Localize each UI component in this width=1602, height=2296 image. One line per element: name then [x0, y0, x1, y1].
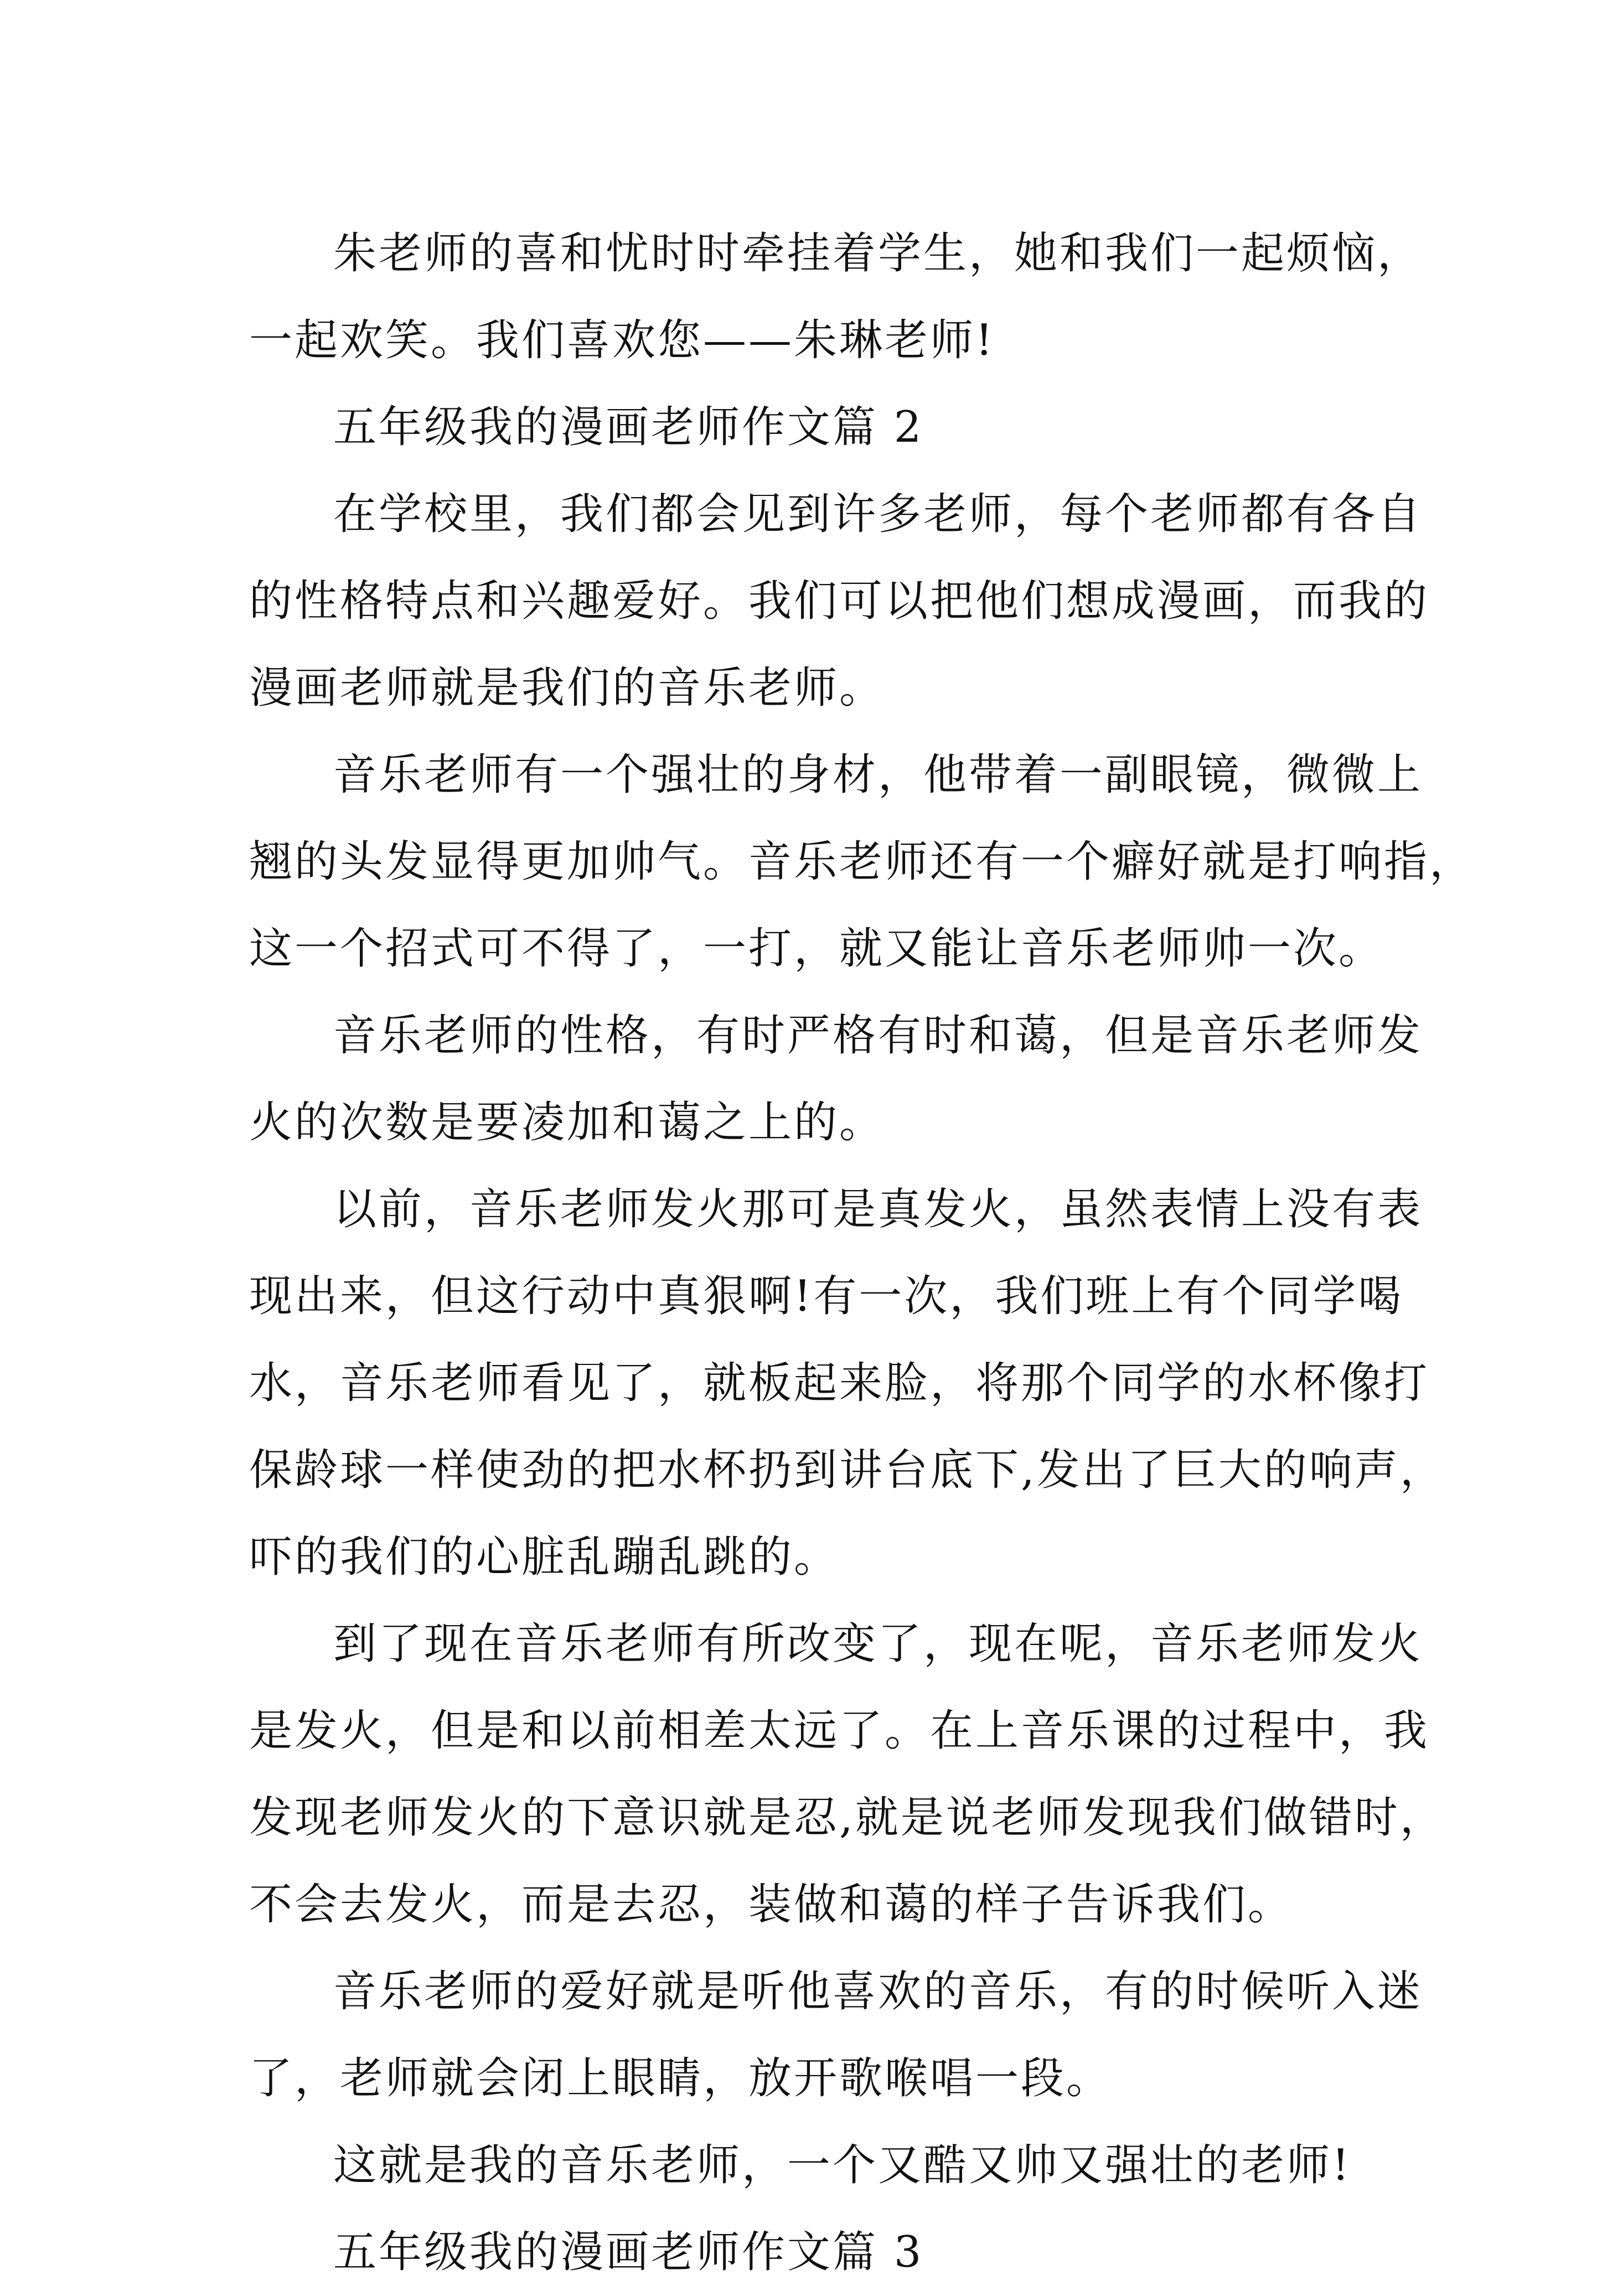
text-line: 朱老师的喜和忧时时牵挂着学生，她和我们一起烦恼， [333, 229, 1423, 278]
text-line: 火的次数是要凌加和蔼之上的。 [249, 1098, 885, 1147]
text-line: 了，老师就会闭上眼睛，放开歌喉唱一段。 [249, 2054, 1112, 2103]
text-line: 音乐老师的性格，有时严格有时和蔼，但是音乐老师发 [333, 1011, 1423, 1061]
section-heading: 五年级我的漫画老师作文篇 2 [333, 402, 924, 452]
text-line: 漫画老师就是我们的音乐老师。 [249, 663, 885, 713]
text-line: 一起欢笑。我们喜欢您——朱琳老师! [249, 316, 995, 365]
text-line: 水，音乐老师看见了，就板起来脸，将那个同学的水杯像打 [249, 1358, 1430, 1408]
text-line: 这就是我的音乐老师，一个又酷又帅又强壮的老师! [333, 2140, 1352, 2190]
text-line: 是发火，但是和以前相差太远了。在上音乐课的过程中，我 [249, 1706, 1430, 1756]
text-line: 这一个招式可不得了，一打，就又能让音乐老师帅一次。 [249, 924, 1384, 974]
text-line: 现出来，但这行动中真狠啊!有一次，我们班上有个同学喝 [249, 1271, 1404, 1321]
text-line: 翘的头发显得更加帅气。音乐老师还有一个癖好就是打响指， [249, 837, 1475, 887]
text-line: 保龄球一样使劲的把水杯扔到讲台底下,发出了巨大的响声， [249, 1445, 1445, 1495]
text-line: 到了现在音乐老师有所改变了，现在呢，音乐老师发火 [333, 1619, 1423, 1669]
section-heading: 五年级我的漫画老师作文篇 3 [333, 2227, 924, 2277]
text-line: 的性格特点和兴趣爱好。我们可以把他们想成漫画，而我的 [249, 576, 1430, 626]
text-line: 以前，音乐老师发火那可是真发火，虽然表情上没有表 [333, 1185, 1423, 1234]
text-line: 音乐老师有一个强壮的身材，他带着一副眼镜，微微上 [333, 750, 1423, 800]
text-line: 发现老师发火的下意识就是忍,就是说老师发现我们做错时， [249, 1793, 1445, 1843]
text-line: 吓的我们的心脏乱蹦乱跳的。 [249, 1532, 840, 1582]
text-line: 音乐老师的爱好就是听他喜欢的音乐，有的时候听入迷 [333, 1967, 1423, 2016]
text-line: 不会去发火，而是去忍，装做和蔼的样子告诉我们。 [249, 1880, 1294, 1930]
text-line: 在学校里，我们都会见到许多老师，每个老师都有各自 [333, 489, 1423, 539]
essay-text-block [249, 210, 1475, 2296]
